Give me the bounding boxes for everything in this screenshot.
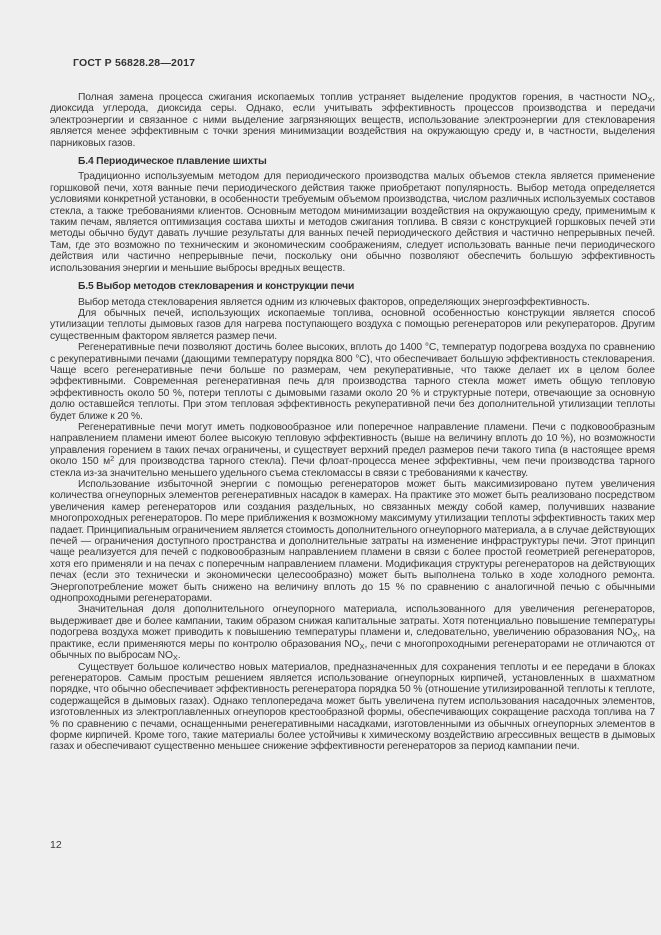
page-number: 12 — [50, 839, 62, 851]
section-heading: Б.5 Выбор методов стекловарения и конструкции печи — [78, 281, 355, 293]
paragraph: Существует большое количество новых материалов, предназначенных для сохранения теплоты и ее передачи в блоках регенераторов. Самым простым решением является использование огнеупорных кирпичей, установленных в шахматном порядке, что обычно обеспечивает эффективность регенератора порядка 50 % (отношение утилизированной теплоты к теплоте, содержащейся в дымовых газах). Однако теплопередача может быть увеличена путем использования насадочных элементов, изготовленных из электроплавленных огнеупоров крестообразной формы, обеспечивающих сокращение расхода топлива на 7 % по сравнению с печами, оснащенными ренегеративными насадками, изготовленными из обычных огнеупорных элементов в форме кирпичей. Кроме того, такие материалы более устойчивы к химическому воздействию агрессивных веществ в дымовых газах и обеспечивают существенно меньшее снижение эффективности регенераторов за период кампании печи. — [50, 661, 655, 753]
document-body — [50, 92, 655, 753]
paragraph: Значительная доля дополнительного огнеупорного материала, использованного для увеличения регенераторов, выдерживает две и более кампании, таким образом снижая капитальные затраты. Хотя потенциально повышение температуры подогрева воздуха может приводить к повышению температуры пламени и, следовательно, увеличению образования $NO_X$, на практике, если применяются меры по контролю образования $NO_X$, печи с многопроходными регенераторами не отличаются от обычных по выбросам $NO_X$. — [50, 604, 655, 663]
paragraph: Регенеративные печи могут иметь подковообразное или поперечное направление пламени. Печи с подковообразным направлением пламени имеют более высокую тепловую эффективность (выше на величину вплоть до 10 %), но возможности управления горением в таких печах ограничены, и существует верхний предел размеров печи такого типа (в настоящее время около 150 $м^2$ для производства тарного стекла). Печи флоат-процесса менее эффективны, чем печи производства тарного стекла из-за значительно меньшего удельного съема стекломассы в связи с требованиями к качеству. — [50, 421, 655, 479]
paragraph: Для обычных печей, использующих ископаемые топлива, основной особенностью конструкции является способ утилизации теплоты дымовых газов для нагрева поступающего воздуха с помощью регенераторов или рекуператоров. Другим существенным фактором является размер печи. — [50, 307, 655, 342]
paragraph: Использование избыточной энергии с помощью регенераторов может быть максимизировано путем увеличения количества огнеупорных элементов регенеративных насадок в камерах. На практике это может быть реализовано посредством увеличения камер регенераторов или создания раздельных, но связанных между собой камер, получивших название многопроходных регенераторов. По мере приближения к возможному максимуму утилизации теплоты эффективность таких мер падает. Принципиальным ограничением является стоимость дополнительного огнеупорного материала, а в случае действующих печей — ограничения доступного пространства и дополнительные затраты на изменение инфраструктуры печи. Этот принцип чаще реализуется для печей с подковообразным направлением пламени в связи с более простой геометрией регенераторов, хотя его применяли и на печах с поперечным направлением пламени. Модификация структуры регенераторов на действующих печах (если это технически и экономически целесообразно) может быть выполнена только в ходе холодного ремонта. Энергопотребление может быть снижено на величину вплоть до 15 % по сравнению с аналогичной печью с обычными однопроходными регенераторами. — [50, 479, 655, 605]
paragraph: Полная замена процесса сжигания ископаемых топлив устраняет выделение продуктов горения, в частности $NO_X$, диоксида углерода, диоксида серы. Однако, если учитывать эффективность процессов производства и передачи электроэнергии и связанное с ними выделение загрязняющих веществ, использование электроэнергии для стекловарения является менее эффективным с точки зрения минимизации воздействия на окружающую среду и, в частности, выделения парниковых газов. — [50, 92, 655, 149]
paragraph: Регенеративные печи позволяют достичь более высоких, вплоть до 1400 °С, температур подогрева воздуха по сравнению с рекуперативными печами (дающими температуру порядка 800 °С), что обеспечивает большую эффективность стекловарения. Чаще всего регенеративные печи больше по размерам, чем рекуперативные, что также делает их в целом более эффективными. Современная регенеративная печь для производства тарного стекла может иметь общую тепловую эффективность около 50 %, потери теплоты с дымовыми газами около 20 % и структурные потери, отвечающие за основную долю оставшейся теплоты. При этом тепловая эффективность рекуперативной печи без дополнительной утилизации теплоты будет ближе к 20 %. — [50, 342, 655, 422]
section-heading: Б.4 Периодическое плавление шихты — [78, 156, 267, 168]
paragraph: Традиционно используемым методом для периодического производства малых объемов стекла является применение горшковой печи, хотя ванные печи периодического действия также приобретают популярность. Выбор метода определяется условиями конкретной установки, в особенности требуемым объемом производства, числом различных используемых составов стекла, а также требованиями клиентов. Основным методом минимизации воздействия на окружающую среду, применимым к таким печам, является оптимизация состава шихты и методов сжигания топлива. В связи с конструкцией горшковых печей эти методы обычно будут давать лучшие результаты для ванных печей периодического действия и частично непрерывных печей. Там, где это возможно по техническим и экономическим соображениям, следует использовать ванные печи периодического действия или частично непрерывные печи, поскольку они обычно позволяют обеспечить большую эффективность использования энергии и меньшие выбросы вредных веществ. — [50, 171, 655, 274]
paragraph: Выбор метода стекловарения является одним из ключевых факторов, определяющих энергоэффективность. — [78, 296, 590, 308]
running-header: ГОСТ Р 56828.28—2017 — [73, 57, 196, 69]
